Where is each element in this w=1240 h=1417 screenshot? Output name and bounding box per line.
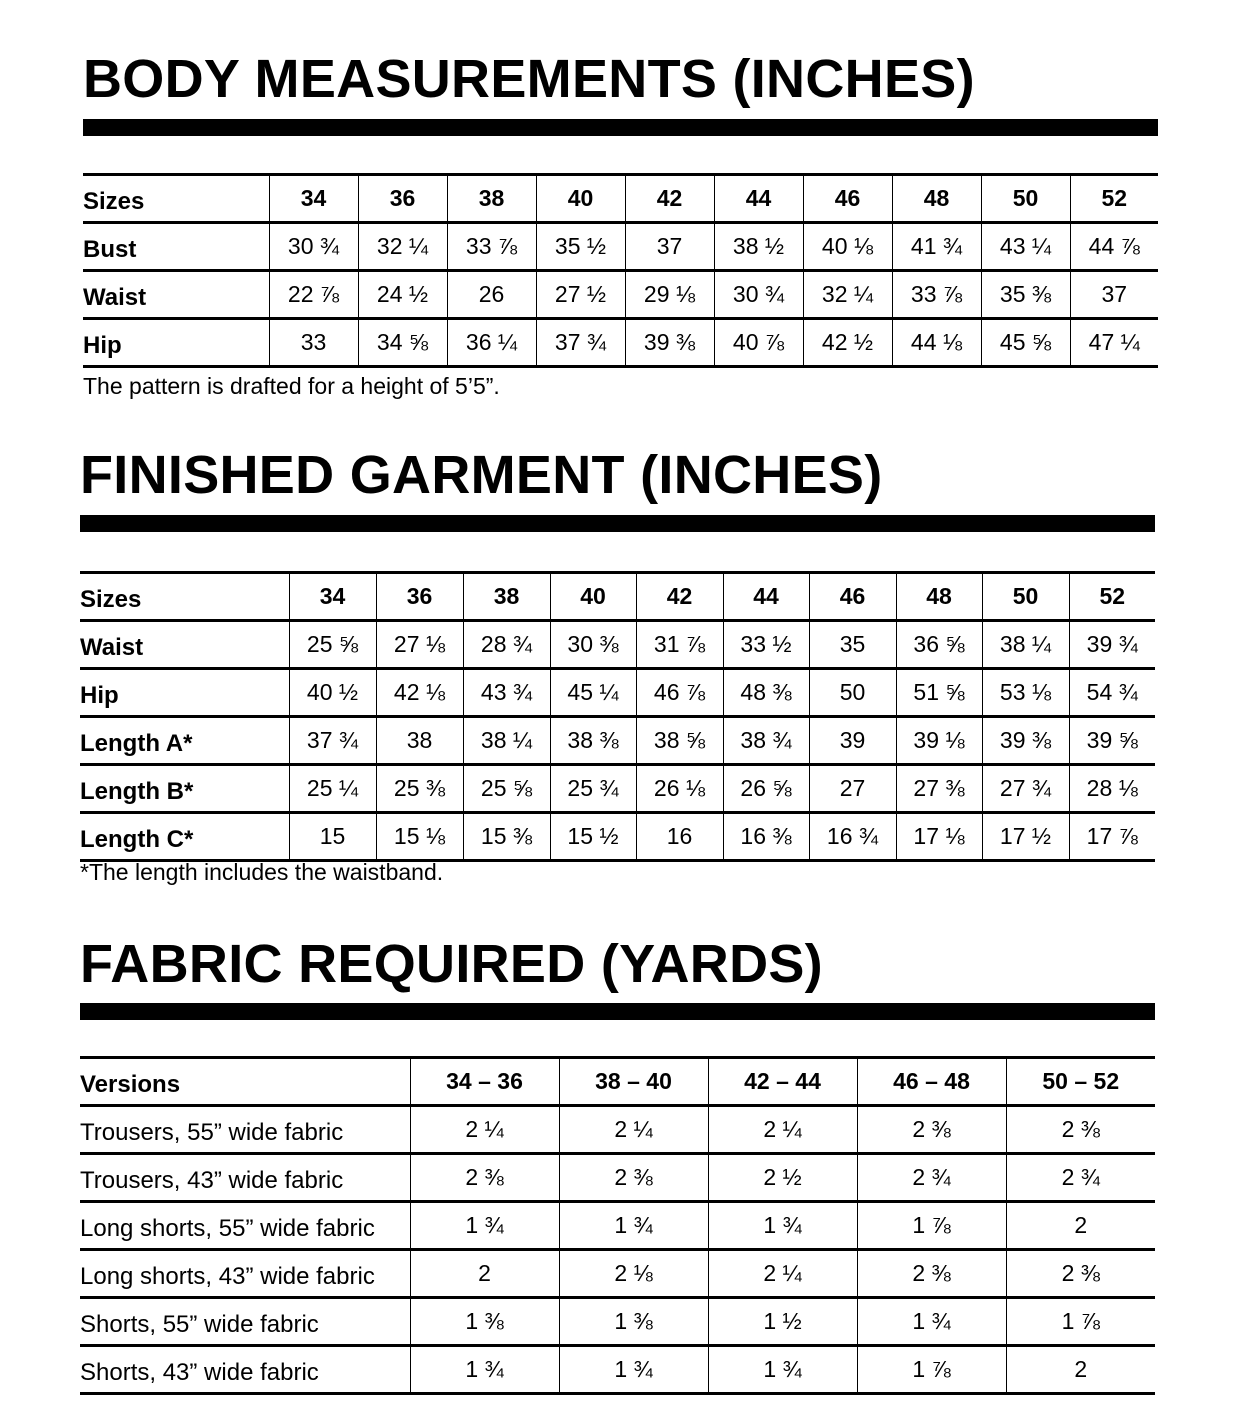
value-cell: 39 ⅝ bbox=[1069, 717, 1155, 765]
header-size-cell: 44 bbox=[714, 175, 803, 223]
header-size-cell: 42 bbox=[625, 175, 714, 223]
value-cell: 44 ⅞ bbox=[1070, 223, 1158, 271]
header-size-cell: 52 bbox=[1070, 175, 1158, 223]
value-cell: 1 ¾ bbox=[410, 1202, 559, 1250]
table-row bbox=[80, 669, 1155, 717]
fabric-required-title-bar bbox=[80, 1003, 1155, 1020]
value-cell: 15 bbox=[289, 813, 376, 861]
value-cell: 38 bbox=[376, 717, 463, 765]
table-row bbox=[80, 1346, 1155, 1394]
value-cell: 33 ⅞ bbox=[892, 271, 981, 319]
header-size-cell: 46 bbox=[803, 175, 892, 223]
value-cell: 35 ½ bbox=[536, 223, 625, 271]
value-cell: 26 ⅝ bbox=[723, 765, 809, 813]
table-row bbox=[83, 319, 1158, 367]
value-cell: 40 ½ bbox=[289, 669, 376, 717]
value-cell: 32 ¼ bbox=[803, 271, 892, 319]
header-size-cell: 34 bbox=[289, 573, 376, 621]
value-cell: 25 ¾ bbox=[550, 765, 636, 813]
value-cell: 36 ¼ bbox=[447, 319, 536, 367]
value-cell: 40 ⅛ bbox=[803, 223, 892, 271]
value-cell: 24 ½ bbox=[358, 271, 447, 319]
body-measurements-note: The pattern is drafted for a height of 5’5”. bbox=[83, 373, 500, 399]
value-cell: 34 ⅝ bbox=[358, 319, 447, 367]
header-size-cell: 48 bbox=[892, 175, 981, 223]
value-cell: 2 ¼ bbox=[559, 1106, 708, 1154]
value-cell: 2 ⅜ bbox=[857, 1106, 1006, 1154]
value-cell: 42 ½ bbox=[803, 319, 892, 367]
header-label-cell: Versions bbox=[80, 1058, 410, 1106]
finished-garment-title: FINISHED GARMENT (INCHES) bbox=[80, 445, 883, 505]
header-size-cell: 36 bbox=[376, 573, 463, 621]
value-cell: 16 ⅜ bbox=[723, 813, 809, 861]
value-cell: 2 bbox=[1006, 1346, 1155, 1394]
value-cell: 28 ¾ bbox=[463, 621, 550, 669]
row-label-cell: Trousers, 43” wide fabric bbox=[80, 1154, 410, 1202]
header-size-cell: 42 bbox=[636, 573, 723, 621]
value-cell: 45 ⅝ bbox=[981, 319, 1070, 367]
value-cell: 2 ⅜ bbox=[1006, 1106, 1155, 1154]
table-row bbox=[80, 765, 1155, 813]
header-size-cell: 46 bbox=[809, 573, 896, 621]
value-cell: 35 bbox=[809, 621, 896, 669]
value-cell: 2 ¾ bbox=[857, 1154, 1006, 1202]
value-cell: 31 ⅞ bbox=[636, 621, 723, 669]
table-row bbox=[80, 621, 1155, 669]
value-cell: 27 ⅜ bbox=[896, 765, 982, 813]
value-cell: 26 ⅛ bbox=[636, 765, 723, 813]
fabric-required-section bbox=[80, 934, 1155, 1386]
value-cell: 26 bbox=[447, 271, 536, 319]
value-cell: 1 ¾ bbox=[559, 1346, 708, 1394]
value-cell: 43 ¼ bbox=[981, 223, 1070, 271]
table-row bbox=[83, 223, 1158, 271]
header-size-cell: 42 – 44 bbox=[708, 1058, 857, 1106]
header-size-cell: 38 bbox=[447, 175, 536, 223]
value-cell: 41 ¾ bbox=[892, 223, 981, 271]
header-size-cell: 50 bbox=[982, 573, 1069, 621]
row-label-cell: Shorts, 43” wide fabric bbox=[80, 1346, 410, 1394]
value-cell: 25 ⅜ bbox=[376, 765, 463, 813]
value-cell: 39 ⅜ bbox=[982, 717, 1069, 765]
header-size-cell: 40 bbox=[550, 573, 636, 621]
table-row bbox=[80, 1154, 1155, 1202]
value-cell: 39 ⅜ bbox=[625, 319, 714, 367]
value-cell: 1 ½ bbox=[708, 1298, 857, 1346]
finished-garment-title-bar bbox=[80, 515, 1155, 532]
value-cell: 45 ¼ bbox=[550, 669, 636, 717]
value-cell: 16 ¾ bbox=[809, 813, 896, 861]
value-cell: 37 ¾ bbox=[289, 717, 376, 765]
value-cell: 17 ⅞ bbox=[1069, 813, 1155, 861]
value-cell: 43 ¾ bbox=[463, 669, 550, 717]
value-cell: 37 bbox=[1070, 271, 1158, 319]
value-cell: 36 ⅝ bbox=[896, 621, 982, 669]
value-cell: 1 ⅞ bbox=[857, 1346, 1006, 1394]
value-cell: 1 ¾ bbox=[559, 1202, 708, 1250]
table-row bbox=[80, 1106, 1155, 1154]
value-cell: 38 ⅝ bbox=[636, 717, 723, 765]
value-cell: 1 ⅞ bbox=[857, 1202, 1006, 1250]
header-size-cell: 46 – 48 bbox=[857, 1058, 1006, 1106]
value-cell: 30 ¾ bbox=[714, 271, 803, 319]
value-cell: 1 ⅜ bbox=[559, 1298, 708, 1346]
row-label-cell: Bust bbox=[83, 223, 269, 271]
value-cell: 17 ½ bbox=[982, 813, 1069, 861]
value-cell: 27 bbox=[809, 765, 896, 813]
header-size-cell: 38 bbox=[463, 573, 550, 621]
value-cell: 50 bbox=[809, 669, 896, 717]
row-label-cell: Hip bbox=[80, 669, 289, 717]
header-size-cell: 50 bbox=[981, 175, 1070, 223]
value-cell: 2 ⅜ bbox=[1006, 1250, 1155, 1298]
value-cell: 1 ¾ bbox=[708, 1202, 857, 1250]
value-cell: 22 ⅞ bbox=[269, 271, 358, 319]
value-cell: 47 ¼ bbox=[1070, 319, 1158, 367]
header-size-cell: 44 bbox=[723, 573, 809, 621]
value-cell: 2 bbox=[1006, 1202, 1155, 1250]
header-size-cell: 36 bbox=[358, 175, 447, 223]
value-cell: 53 ⅛ bbox=[982, 669, 1069, 717]
value-cell: 29 ⅛ bbox=[625, 271, 714, 319]
row-label-cell: Trousers, 55” wide fabric bbox=[80, 1106, 410, 1154]
value-cell: 30 ¾ bbox=[269, 223, 358, 271]
value-cell: 2 ⅜ bbox=[410, 1154, 559, 1202]
header-size-cell: 48 bbox=[896, 573, 982, 621]
table-row bbox=[80, 717, 1155, 765]
value-cell: 2 ⅛ bbox=[559, 1250, 708, 1298]
value-cell: 44 ⅛ bbox=[892, 319, 981, 367]
value-cell: 38 ⅜ bbox=[550, 717, 636, 765]
table-row bbox=[83, 271, 1158, 319]
value-cell: 15 ½ bbox=[550, 813, 636, 861]
table-row bbox=[80, 813, 1155, 861]
value-cell: 39 ¾ bbox=[1069, 621, 1155, 669]
value-cell: 51 ⅝ bbox=[896, 669, 982, 717]
header-size-cell: 38 – 40 bbox=[559, 1058, 708, 1106]
value-cell: 1 ⅜ bbox=[410, 1298, 559, 1346]
table-header-row bbox=[83, 175, 1158, 223]
row-label-cell: Long shorts, 43” wide fabric bbox=[80, 1250, 410, 1298]
value-cell: 42 ⅛ bbox=[376, 669, 463, 717]
table-header-row bbox=[80, 573, 1155, 621]
value-cell: 30 ⅜ bbox=[550, 621, 636, 669]
value-cell: 2 bbox=[410, 1250, 559, 1298]
table-row bbox=[80, 1202, 1155, 1250]
value-cell: 33 ⅞ bbox=[447, 223, 536, 271]
value-cell: 27 ½ bbox=[536, 271, 625, 319]
value-cell: 48 ⅜ bbox=[723, 669, 809, 717]
row-label-cell: Hip bbox=[83, 319, 269, 367]
row-label-cell: Long shorts, 55” wide fabric bbox=[80, 1202, 410, 1250]
body-measurements-title-bar bbox=[83, 119, 1158, 136]
value-cell: 2 ¾ bbox=[1006, 1154, 1155, 1202]
value-cell: 2 ¼ bbox=[708, 1106, 857, 1154]
value-cell: 1 ⅞ bbox=[1006, 1298, 1155, 1346]
finished-garment-section bbox=[80, 445, 1155, 898]
value-cell: 2 ⅜ bbox=[559, 1154, 708, 1202]
value-cell: 37 ¾ bbox=[536, 319, 625, 367]
row-label-cell: Shorts, 55” wide fabric bbox=[80, 1298, 410, 1346]
value-cell: 2 ⅜ bbox=[857, 1250, 1006, 1298]
finished-garment-note: *The length includes the waistband. bbox=[80, 859, 444, 885]
value-cell: 15 ⅛ bbox=[376, 813, 463, 861]
value-cell: 25 ⅝ bbox=[463, 765, 550, 813]
row-label-cell: Length B* bbox=[80, 765, 289, 813]
header-size-cell: 52 bbox=[1069, 573, 1155, 621]
header-size-cell: 40 bbox=[536, 175, 625, 223]
value-cell: 38 ½ bbox=[714, 223, 803, 271]
table-row bbox=[80, 1250, 1155, 1298]
value-cell: 32 ¼ bbox=[358, 223, 447, 271]
value-cell: 39 ⅛ bbox=[896, 717, 982, 765]
value-cell: 33 ½ bbox=[723, 621, 809, 669]
finished-garment-table bbox=[80, 571, 1155, 862]
fabric-required-title: FABRIC REQUIRED (YARDS) bbox=[80, 934, 823, 994]
header-label-cell: Sizes bbox=[83, 175, 269, 223]
fabric-required-table bbox=[80, 1056, 1155, 1395]
row-label-cell: Length C* bbox=[80, 813, 289, 861]
value-cell: 2 ¼ bbox=[410, 1106, 559, 1154]
body-measurements-table bbox=[83, 173, 1158, 368]
value-cell: 17 ⅛ bbox=[896, 813, 982, 861]
value-cell: 37 bbox=[625, 223, 714, 271]
value-cell: 16 bbox=[636, 813, 723, 861]
value-cell: 15 ⅜ bbox=[463, 813, 550, 861]
value-cell: 1 ¾ bbox=[410, 1346, 559, 1394]
row-label-cell: Length A* bbox=[80, 717, 289, 765]
value-cell: 40 ⅞ bbox=[714, 319, 803, 367]
row-label-cell: Waist bbox=[80, 621, 289, 669]
value-cell: 25 ¼ bbox=[289, 765, 376, 813]
value-cell: 38 ¼ bbox=[463, 717, 550, 765]
value-cell: 27 ⅛ bbox=[376, 621, 463, 669]
table-row bbox=[80, 1298, 1155, 1346]
value-cell: 1 ¾ bbox=[857, 1298, 1006, 1346]
value-cell: 39 bbox=[809, 717, 896, 765]
table-header-row bbox=[80, 1058, 1155, 1106]
header-size-cell: 34 – 36 bbox=[410, 1058, 559, 1106]
value-cell: 38 ¼ bbox=[982, 621, 1069, 669]
body-measurements-title: BODY MEASUREMENTS (INCHES) bbox=[83, 49, 975, 109]
value-cell: 35 ⅜ bbox=[981, 271, 1070, 319]
value-cell: 1 ¾ bbox=[708, 1346, 857, 1394]
header-size-cell: 34 bbox=[269, 175, 358, 223]
value-cell: 2 ½ bbox=[708, 1154, 857, 1202]
value-cell: 54 ¾ bbox=[1069, 669, 1155, 717]
value-cell: 2 ¼ bbox=[708, 1250, 857, 1298]
row-label-cell: Waist bbox=[83, 271, 269, 319]
value-cell: 33 bbox=[269, 319, 358, 367]
value-cell: 46 ⅞ bbox=[636, 669, 723, 717]
body-measurements-section bbox=[83, 49, 1158, 412]
value-cell: 38 ¾ bbox=[723, 717, 809, 765]
header-label-cell: Sizes bbox=[80, 573, 289, 621]
header-size-cell: 50 – 52 bbox=[1006, 1058, 1155, 1106]
value-cell: 28 ⅛ bbox=[1069, 765, 1155, 813]
value-cell: 25 ⅝ bbox=[289, 621, 376, 669]
value-cell: 27 ¾ bbox=[982, 765, 1069, 813]
